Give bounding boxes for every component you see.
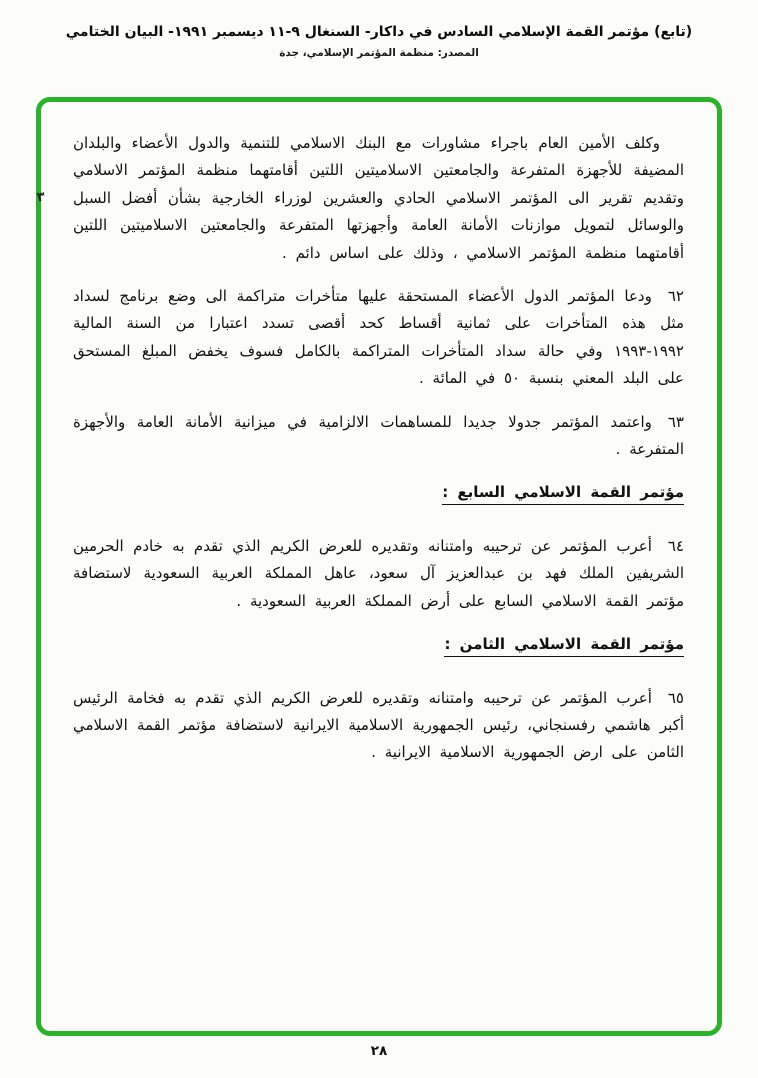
paragraph-text: واعتمد المؤتمر جدولا جديدا للمساهمات الالزامية في ميزانية الأمانة العامة والأجهزة المتفرعة . <box>73 412 684 459</box>
paragraph-number: ٦٤ <box>667 536 684 555</box>
heading-text: مؤتمر القمة الاسلامي السابع : <box>442 483 684 505</box>
paragraph-text: ودعا المؤتمر الدول الأعضاء المستحقة عليها متأخرات متراكمة الى وضع برنامج لسداد مثل هذه المتأخرات على ثمانية أقساط كحد أقصى تسدد اعتبارا من السنة المالية ١٩٩٢-١٩٩٣ وفي حالة سداد المتأخرات المتراكمة بالكامل فسوف يخفض المبلغ المستحق على البلد المعني بنسبة ٥٠ في المائة . <box>73 287 684 388</box>
paragraph-number: ٦٣ <box>667 412 684 431</box>
paragraph-text: أعرب المؤتمر عن ترحيبه وامتنانه وتقديره للعرض الكريم الذي تقدم به فخامة الرئيس أكبر هاشمي رفسنجاني، رئيس الجمهورية الاسلامية الايرانية لاستضافة مؤتمر القمة الاسلامي الثامن على ارض الجمهورية الاسلامية الايرانية . <box>73 688 684 762</box>
page-number: ٢٨ <box>370 1043 388 1059</box>
paragraph-number: ٦٢ <box>667 287 684 306</box>
margin-annotation: ٣ <box>35 189 46 206</box>
page-header <box>0 24 758 59</box>
paragraph-number: ٦٥ <box>667 688 684 707</box>
heading-text: مؤتمر القمة الاسلامي الثامن : <box>444 635 684 657</box>
paragraph <box>73 283 684 393</box>
paragraph <box>73 409 684 464</box>
document-title: (تابع) مؤتمر القمة الإسلامي السادس في داكار- السنغال ٩-١١ ديسمبر ١٩٩١- البيان الختامي <box>65 24 693 40</box>
paragraph <box>73 130 684 267</box>
paragraph <box>73 685 684 767</box>
paragraph-text: وكلف الأمين العام باجراء مشاورات مع البنك الاسلامي للتنمية والدول الأعضاء والبلدان المضيفة للأجهزة المتفرعة والجامعتين الاسلاميتين اللتين أقامتهما منظمة المؤتمر الاسلامي وتقديم تقرير الى المؤتمر الاسلامي الحادي والعشرين لوزراء الخارجية بشأن أفضل السبل والوسائل لتمويل موازنات الأمانة العامة وأجهزتها المتفرعة والجامعتين الاسلاميتين اللتين أقامتهما منظمة المؤتمر الاسلامي ، وذلك على اساس دائم . <box>73 134 684 262</box>
paragraph <box>73 533 684 615</box>
paragraph-text: أعرب المؤتمر عن ترحيبه وامتنانه وتقديره للعرض الكريم الذي تقدم به خادم الحرمين الشريفين الملك فهد بن عبدالعزيز آل سعود، عاهل المملكة العربية السعودية لاستضافة مؤتمر القمة الاسلامي السابع على أرض المملكة العربية السعودية . <box>73 536 684 610</box>
section-heading <box>73 631 684 658</box>
document-body <box>73 130 684 783</box>
section-heading <box>73 479 684 506</box>
document-source: المصدر: منظمة المؤتمر الإسلامي، جدة <box>279 47 479 59</box>
